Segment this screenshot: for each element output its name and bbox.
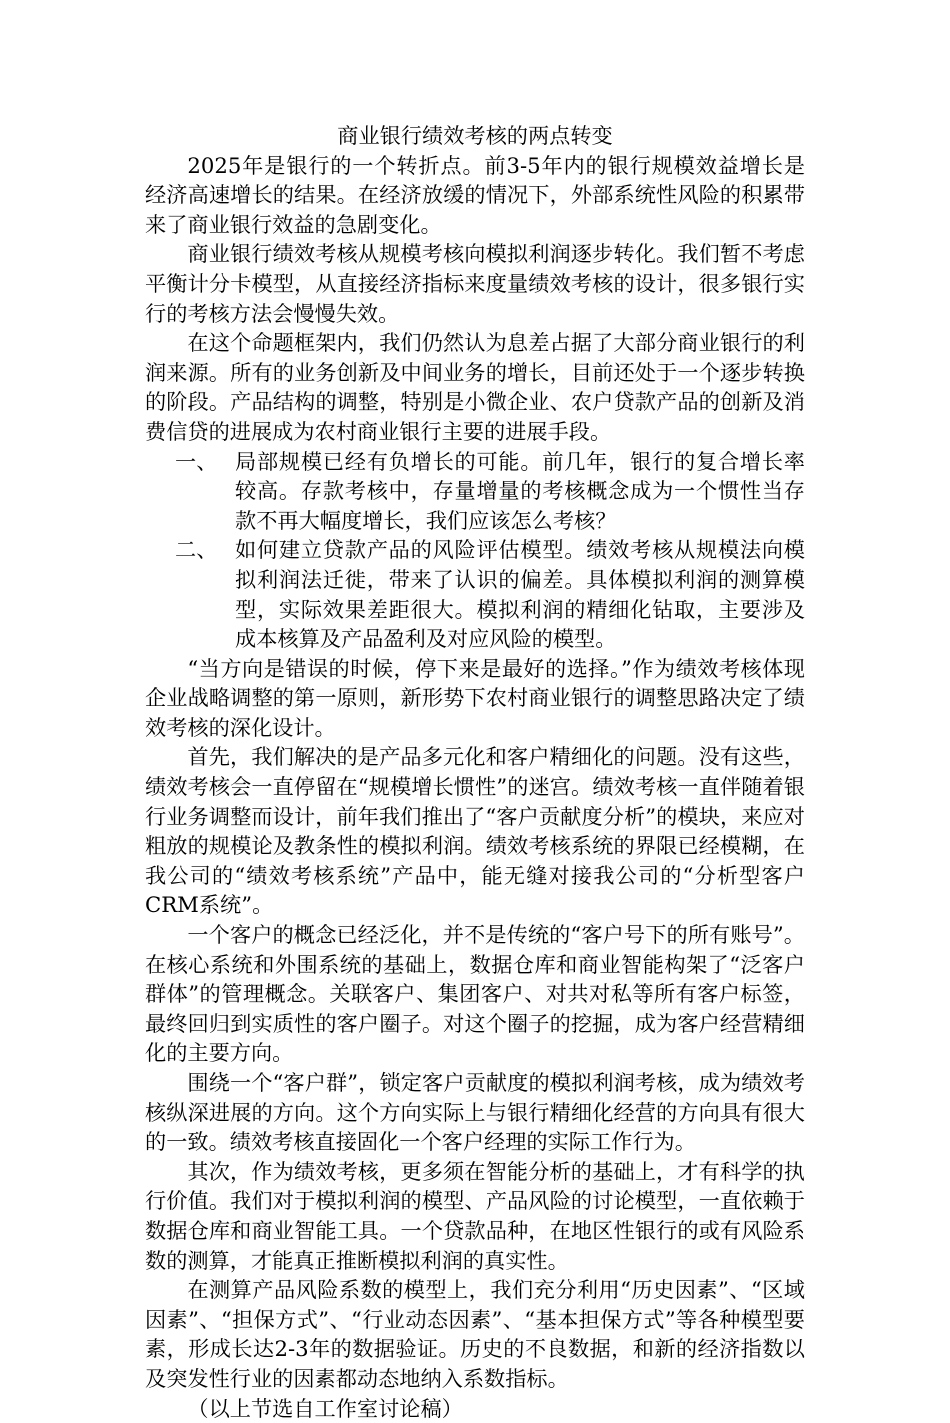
list-marker: 二、 <box>175 537 218 563</box>
paragraph: 其次，作为绩效考核，更多须在智能分析的基础上，才有科学的执行价值。我们对于模拟利润的模型、产品风险的讨论模型，一直依赖于数据仓库和商业智能工具。一个贷款品种，在地区性银行的或有风险系数的测算，才能真正推断模拟利润的真实性。 <box>145 1158 805 1273</box>
document-page <box>145 121 805 1423</box>
paragraph: “当方向是错误的时候，停下来是最好的选择。”作为绩效考核体现企业战略调整的第一原则，新形势下农村商业银行的调整思路决定了绩效考核的深化设计。 <box>145 655 805 740</box>
list-marker: 一、 <box>175 448 218 474</box>
list-item <box>145 447 805 536</box>
paragraph: 首先，我们解决的是产品多元化和客户精细化的问题。没有这些，绩效考核会一直停留在“规模增长惯性”的迷宫。绩效考核一直伴随着银行业务调整而设计，前年我们推出了“客户贡献度分析”的模块，来应对粗放的规模论及教条性的模拟利润。绩效考核系统的界限已经模糊，在我公司的“绩效考核系统”产品中，能无缝对接我公司的“分析型客户CRM系统”。 <box>145 744 805 918</box>
paragraph: 商业银行绩效考核从规模考核向模拟利润逐步转化。我们暂不考虑平衡计分卡模型，从直接经济指标来度量绩效考核的设计，很多银行实行的考核方法会慢慢失效。 <box>145 241 805 326</box>
list-item-text: 如何建立贷款产品的风险评估模型。绩效考核从规模法向模拟利润法迁徙，带来了认识的偏差。具体模拟利润的测算模型，实际效果差距很大。模拟利润的精细化钻取，主要涉及成本核算及产品盈利及对应风险的模型。 <box>235 537 805 652</box>
paragraph: 在这个命题框架内，我们仍然认为息差占据了大部分商业银行的利润来源。所有的业务创新及中间业务的增长，目前还处于一个逐步转换的阶段。产品结构的调整，特别是小微企业、农户贷款产品的创新及消费信贷的进展成为农村商业银行主要的进展手段。 <box>145 330 805 444</box>
list-item <box>145 535 805 653</box>
paragraph: 2025年是银行的一个转折点。前3-5年内的银行规模效益增长是经济高速增长的结果。在经济放缓的情况下，外部系统性风险的积累带来了商业银行效益的急剧变化。 <box>145 152 805 237</box>
numbered-list <box>145 447 805 654</box>
paragraph: 在测算产品风险系数的模型上，我们充分利用“历史因素”、“区域因素”、“担保方式”、“行业动态因素”、“基本担保方式”等各种模型要素，形成长达2-3年的数据验证。历史的不良数据，和新的经济指数以及突发性行业的因素都动态地纳入系数指标。 <box>145 1277 805 1391</box>
paragraph: 围绕一个“客户群”，锁定客户贡献度的模拟利润考核，成为绩效考核纵深进展的方向。这个方向实际上与银行精细化经营的方向具有很大的一致。绩效考核直接固化一个客户经理的实际工作行为。 <box>145 1070 805 1155</box>
document-title: 商业银行绩效考核的两点转变 <box>337 123 613 148</box>
closing-note: （以上节选自工作室讨论稿） <box>187 1395 463 1421</box>
paragraph: 一个客户的概念已经泛化，并不是传统的“客户号下的所有账号”。在核心系统和外围系统的基础上，数据仓库和商业智能构架了“泛客户群体”的管理概念。关联客户、集团客户、对共对私等所有客户标签，最终回归到实质性的客户圈子。对这个圈子的挖掘，成为客户经营精细化的主要方向。 <box>145 922 805 1066</box>
list-item-text: 局部规模已经有负增长的可能。前几年，银行的复合增长率较高。存款考核中，存量增量的考核概念成为一个惯性当存款不再大幅度增长，我们应该怎么考核？ <box>235 448 805 533</box>
